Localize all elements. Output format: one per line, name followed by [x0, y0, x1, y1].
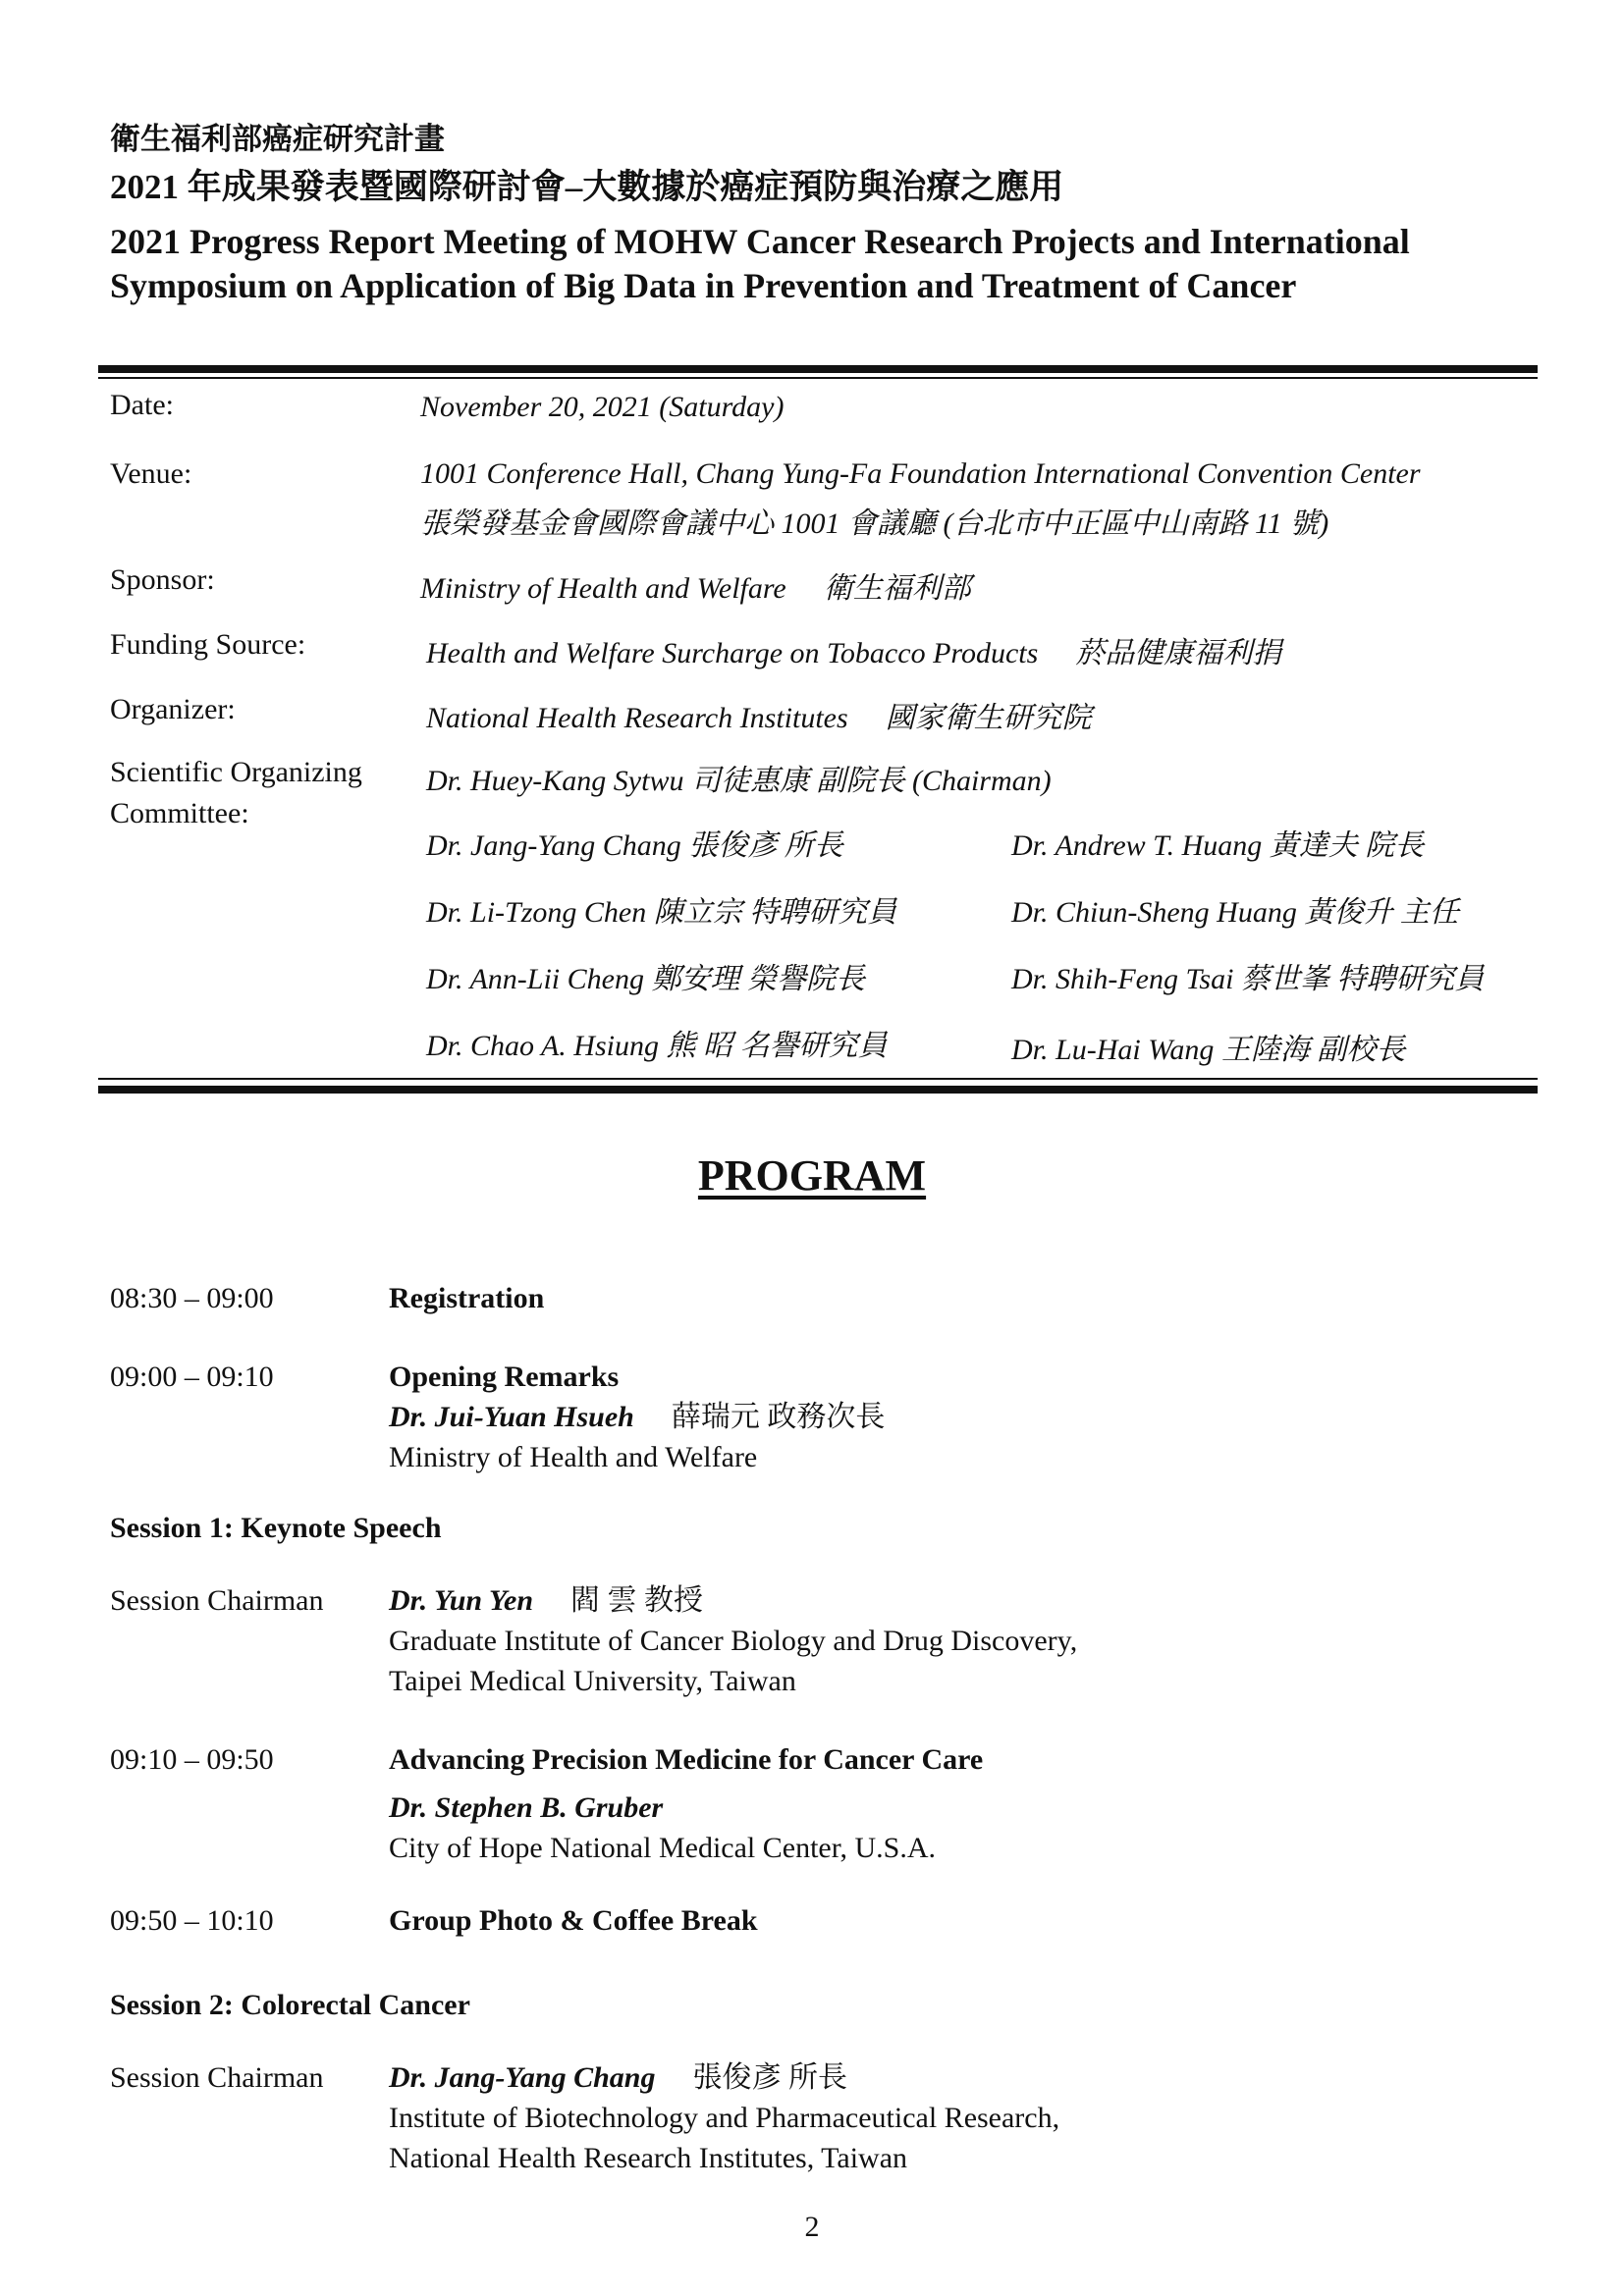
registration-time: 08:30 – 09:00 — [110, 1282, 274, 1314]
session2-title: Session 2: Colorectal Cancer — [110, 1989, 470, 2021]
committee-member: Dr. Ann-Lii Cheng 鄭安理 榮譽院長 — [426, 963, 865, 995]
committee-label-line2: Committee: — [110, 797, 249, 829]
committee-member: Dr. Chao A. Hsiung 熊 昭 名譽研究員 — [426, 1030, 888, 1062]
session1-title: Session 1: Keynote Speech — [110, 1512, 442, 1544]
session2-chair-line — [389, 2057, 1059, 2098]
bottom-rule-thin — [98, 1078, 1538, 1080]
organizer-value — [426, 693, 1092, 736]
session2-chair-label: Session Chairman — [110, 2061, 324, 2094]
committee-label-line1: Scientific Organizing — [110, 756, 362, 788]
opening-speaker: Dr. Jui-Yuan Hsueh — [389, 1401, 634, 1433]
committee-member: Dr. Andrew T. Huang 黃達夫 院長 — [1011, 829, 1425, 862]
talk1-title: Advancing Precision Medicine for Cancer Care — [389, 1743, 984, 1776]
funding-zh: 菸品健康福利捐 — [1075, 637, 1282, 669]
opening-affil: Ministry of Health and Welfare — [389, 1441, 758, 1473]
sponsor-label: Sponsor: — [110, 563, 215, 596]
session1-chair: Dr. Yun Yen — [389, 1584, 534, 1617]
session1-chair-affil2: Taipei Medical University, Taiwan — [389, 1665, 796, 1697]
header-zh-line1: 衛生福利部癌症研究計畫 — [110, 122, 445, 156]
session2-chair-affil2: National Health Research Institutes, Taiwan — [389, 2142, 908, 2174]
session2-chair: Dr. Jang-Yang Chang — [389, 2061, 656, 2094]
session1-chair-zh: 閻 雲 教授 — [570, 1584, 704, 1617]
committee-member: Dr. Shih-Feng Tsai 蔡世峯 特聘研究員 — [1011, 963, 1485, 995]
opening-block — [389, 1357, 885, 1477]
organizer-zh: 國家衛生研究院 — [885, 702, 1092, 734]
session1-chair-affil1: Graduate Institute of Cancer Biology and Drug Discovery, — [389, 1625, 1078, 1657]
session1-chair-line — [389, 1580, 1077, 1621]
sponsor-zh: 衛生福利部 — [823, 572, 971, 605]
date-label: Date: — [110, 389, 174, 421]
opening-title: Opening Remarks — [389, 1361, 620, 1393]
header-en-title — [110, 220, 1410, 308]
session2-chair-zh: 張俊彥 所長 — [692, 2061, 847, 2094]
committee-member: Dr. Li-Tzong Chen 陳立宗 特聘研究員 — [426, 896, 897, 929]
committee-chairman: Dr. Huey-Kang Sytwu 司徒惠康 副院長 (Chairman) — [426, 765, 1052, 797]
sponsor-en: Ministry of Health and Welfare — [420, 572, 786, 605]
date-value: November 20, 2021 (Saturday) — [420, 391, 785, 423]
talk1-block — [389, 1739, 983, 1868]
break-time: 09:50 – 10:10 — [110, 1904, 274, 1937]
venue-line2: 張榮發基金會國際會議中心 1001 會議廳 (台北市中正區中山南路 11 號) — [420, 507, 1329, 540]
opening-time: 09:00 – 09:10 — [110, 1361, 274, 1393]
header-en-line2: Symposium on Application of Big Data in Prevention and Treatment of Cancer — [110, 266, 1297, 305]
committee-member: Dr. Chiun-Sheng Huang 黃俊升 主任 — [1011, 896, 1459, 929]
venue-label: Venue: — [110, 457, 192, 490]
funding-en: Health and Welfare Surcharge on Tobacco Products — [426, 637, 1039, 669]
talk1-time: 09:10 – 09:50 — [110, 1743, 274, 1776]
header-en-line1: 2021 Progress Report Meeting of MOHW Cancer Research Projects and International — [110, 222, 1410, 261]
venue-line1: 1001 Conference Hall, Chang Yung-Fa Foundation International Convention Center — [420, 457, 1421, 490]
top-rule-thick — [98, 365, 1538, 373]
organizer-en: National Health Research Institutes — [426, 702, 848, 734]
funding-label: Funding Source: — [110, 628, 306, 661]
page-number: 2 — [804, 2211, 820, 2243]
bottom-rule-thick — [98, 1086, 1538, 1094]
organizer-label: Organizer: — [110, 693, 236, 725]
funding-value — [426, 628, 1281, 671]
committee-member: Dr. Jang-Yang Chang 張俊彥 所長 — [426, 829, 843, 862]
opening-speaker-zh: 薛瑞元 政務次長 — [671, 1401, 886, 1433]
session1-chair-block — [389, 1580, 1077, 1701]
header-zh-line2: 2021 年成果發表暨國際研討會–大數據於癌症預防與治療之應用 — [110, 168, 1064, 206]
session2-chair-affil1: Institute of Biotechnology and Pharmaceutical Research, — [389, 2102, 1060, 2134]
talk1-affil: City of Hope National Medical Center, U.S.A. — [389, 1832, 937, 1864]
committee-member: Dr. Lu-Hai Wang 王陸海 副校長 — [1011, 1034, 1406, 1066]
program-title: PROGRAM — [697, 1151, 927, 1200]
break-title: Group Photo & Coffee Break — [389, 1904, 758, 1937]
session1-chair-label: Session Chairman — [110, 1584, 324, 1617]
opening-speaker-line — [389, 1397, 885, 1437]
session2-chair-block — [389, 2057, 1059, 2178]
registration-title: Registration — [389, 1282, 545, 1314]
top-rule-thin — [98, 377, 1538, 379]
talk1-speaker: Dr. Stephen B. Gruber — [389, 1791, 664, 1824]
sponsor-value — [420, 563, 971, 607]
